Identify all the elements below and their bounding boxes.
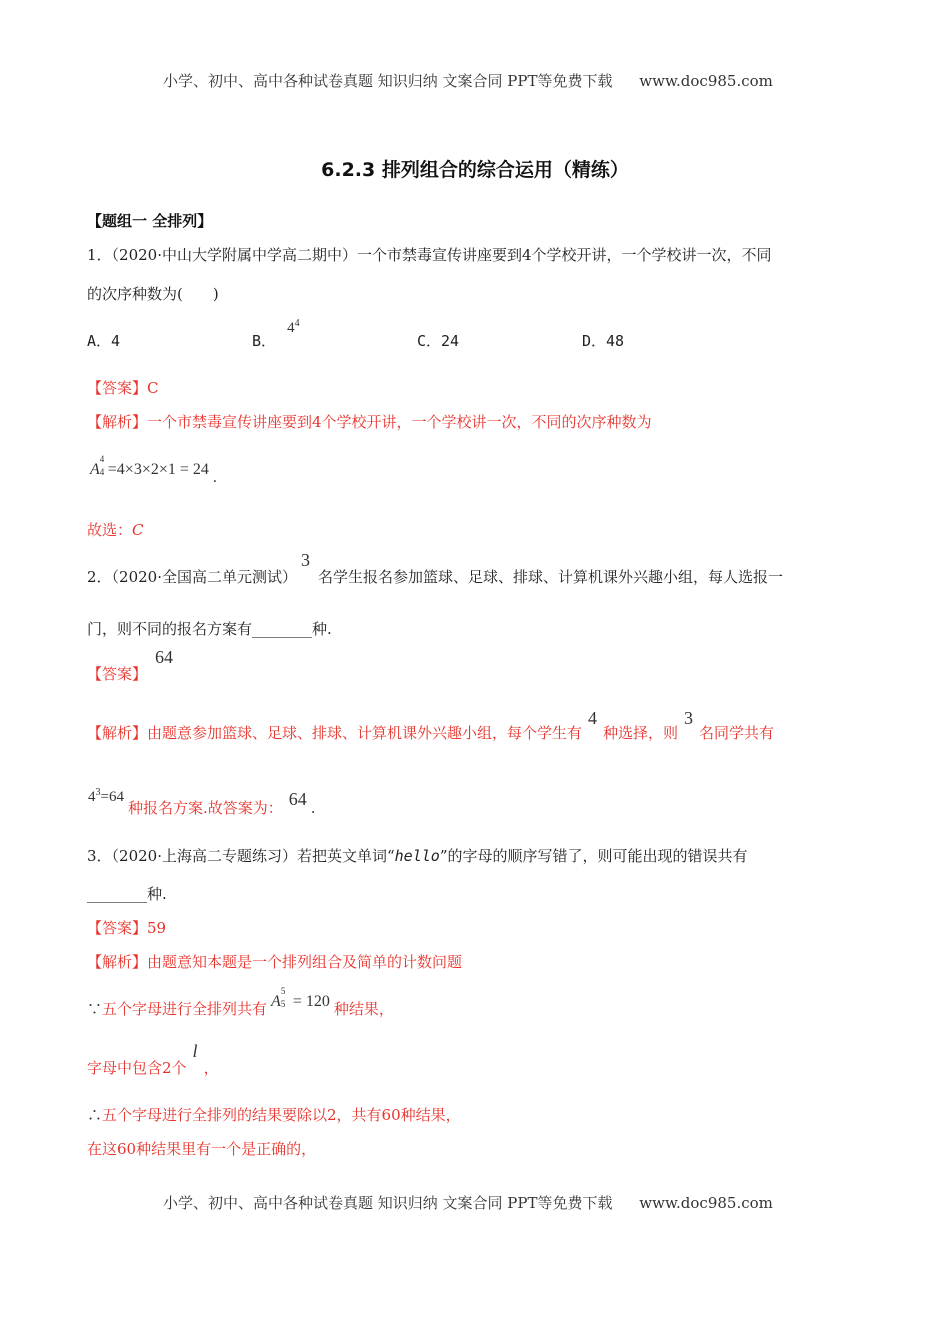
q1-line1: 1．（2020·中山大学附属中学高二期中）一个市禁毒宣传讲座要到4个学校开讲，一个学校讲一次，不同 bbox=[87, 246, 772, 264]
q2-analysis-p2: 种选择，则 bbox=[603, 724, 679, 742]
q1-choice-label: 故选： bbox=[87, 521, 133, 539]
therefore-symbol: ∴ bbox=[87, 1106, 103, 1124]
q1-formula-end: . bbox=[212, 469, 217, 486]
q2-formula-end: . bbox=[310, 799, 316, 817]
q1-option-b-prefix: B． bbox=[252, 332, 277, 350]
q3-answer: 【答案】59 bbox=[87, 919, 167, 937]
page-footer bbox=[163, 1192, 773, 1213]
q2-analysis-n1: 4 bbox=[588, 708, 598, 728]
q2-formula-base: 4 bbox=[88, 789, 96, 805]
q3-line1 bbox=[87, 845, 747, 866]
q3-step4: 在这60种结果里有一个是正确的， bbox=[87, 1140, 317, 1158]
q1-option-b-math bbox=[287, 320, 300, 336]
q1-formula-indices bbox=[99, 454, 108, 477]
q2-answer bbox=[87, 647, 174, 684]
page-header bbox=[163, 70, 773, 91]
q1-option-a: A．4 bbox=[87, 332, 121, 350]
q2-formula-value: 64 bbox=[288, 789, 307, 809]
q1-formula-rest: =4×3×2×1 = 24 bbox=[107, 461, 209, 478]
q3-step3-text: 五个字母进行全排列的结果要除以2，共有60种结果， bbox=[102, 1106, 461, 1124]
q1-analysis-text: 一个市禁毒宣传讲座要到4个学校开讲，一个学校讲一次，不同的次序种数为 bbox=[147, 413, 652, 431]
q3-step1-b: 种结果， bbox=[333, 1000, 394, 1018]
q3-step1-formula bbox=[271, 986, 330, 1010]
q3-line2: ________种. bbox=[87, 885, 167, 903]
q2-formula-exp: 3 bbox=[95, 787, 101, 798]
q3-step2-b: ， bbox=[203, 1059, 219, 1077]
q2-num: 3 bbox=[301, 550, 310, 570]
q2-line1 bbox=[87, 550, 784, 587]
q3-step2-a: 字母中包含2个 bbox=[87, 1059, 187, 1077]
q3-step1-sub: 5 bbox=[280, 999, 286, 1009]
q1-formula-a: A bbox=[90, 461, 100, 478]
q3-line1-b: ”的字母的顺序写错了，则可能出现的错误共有 bbox=[439, 847, 748, 865]
q3-step1 bbox=[87, 986, 394, 1019]
page-title: 6.2.3 排列组合的综合运用（精练） bbox=[321, 159, 629, 181]
q3-step2-l: l bbox=[192, 1041, 198, 1061]
q1-answer: 【答案】C bbox=[87, 379, 159, 397]
q1-formula-sup: 4 bbox=[99, 454, 105, 464]
q3-step1-indices bbox=[280, 986, 289, 1009]
q2-formula-rest: =64 bbox=[100, 789, 124, 805]
q1-option-b-exp: 4 bbox=[294, 318, 300, 329]
q1-formula-sub: 4 bbox=[99, 467, 105, 477]
q1-formula bbox=[90, 454, 217, 486]
q2-formula-text: 种报名方案.故答案为： bbox=[127, 799, 283, 817]
header-text: 小学、初中、高中各种试卷真题 知识归纳 文案合同 PPT等免费下载 bbox=[163, 72, 613, 90]
q1-analysis bbox=[87, 411, 652, 432]
q1-choice-value: C bbox=[132, 521, 144, 539]
q3-step1-a-symbol: A bbox=[271, 993, 281, 1010]
q2-analysis-label: 【解析】 bbox=[87, 724, 148, 742]
q1-option-d: D．48 bbox=[582, 332, 625, 350]
q2-formula-line bbox=[88, 785, 316, 817]
q2-line1-rest: 名学生报名参加篮球、足球、排球、计算机课外兴趣小组，每人选报一 bbox=[318, 568, 784, 586]
footer-text: 小学、初中、高中各种试卷真题 知识归纳 文案合同 PPT等免费下载 bbox=[163, 1194, 613, 1212]
q3-analysis-text: 由题意知本题是一个排列组合及简单的计数问题 bbox=[147, 953, 463, 971]
q3-analysis-label: 【解析】 bbox=[87, 953, 148, 971]
header-site: www.doc985.com bbox=[639, 72, 773, 90]
q3-step1-a: 五个字母进行全排列共有 bbox=[102, 1000, 268, 1018]
q3-word: hello bbox=[394, 847, 440, 865]
because-symbol: ∵ bbox=[87, 1000, 103, 1018]
q1-choice bbox=[87, 519, 144, 540]
q2-answer-value: 64 bbox=[155, 647, 174, 667]
q3-analysis bbox=[87, 951, 462, 972]
q2-analysis-p1: 由题意参加篮球、足球、排球、计算机课外兴趣小组，每个学生有 bbox=[147, 724, 583, 742]
q2-analysis-n2: 3 bbox=[684, 708, 694, 728]
q1-analysis-label: 【解析】 bbox=[87, 413, 148, 431]
q3-line1-a: 3．（2020·上海高二专题练习）若把英文单词“ bbox=[87, 847, 395, 865]
q1-option-b bbox=[252, 318, 300, 351]
footer-site: www.doc985.com bbox=[639, 1194, 773, 1212]
section-heading: 【题组一 全排列】 bbox=[87, 212, 213, 230]
q1-option-c: C．24 bbox=[417, 332, 460, 350]
q3-step2 bbox=[87, 1041, 219, 1078]
q3-step1-sup: 5 bbox=[280, 986, 286, 996]
q1-option-b-base: 4 bbox=[287, 320, 295, 336]
q1-line2: 的次序种数为( ) bbox=[87, 285, 219, 303]
q2-formula bbox=[88, 789, 124, 805]
q2-analysis bbox=[87, 708, 775, 743]
q2-answer-label: 【答案】 bbox=[87, 665, 148, 683]
q3-step3 bbox=[87, 1104, 461, 1125]
q2-line2: 门，则不同的报名方案有________种. bbox=[87, 620, 332, 638]
q3-step1-eq: = 120 bbox=[288, 993, 330, 1010]
q2-prefix: 2．（2020·全国高二单元测试） bbox=[87, 568, 297, 586]
q2-analysis-p3: 名同学共有 bbox=[699, 724, 775, 742]
